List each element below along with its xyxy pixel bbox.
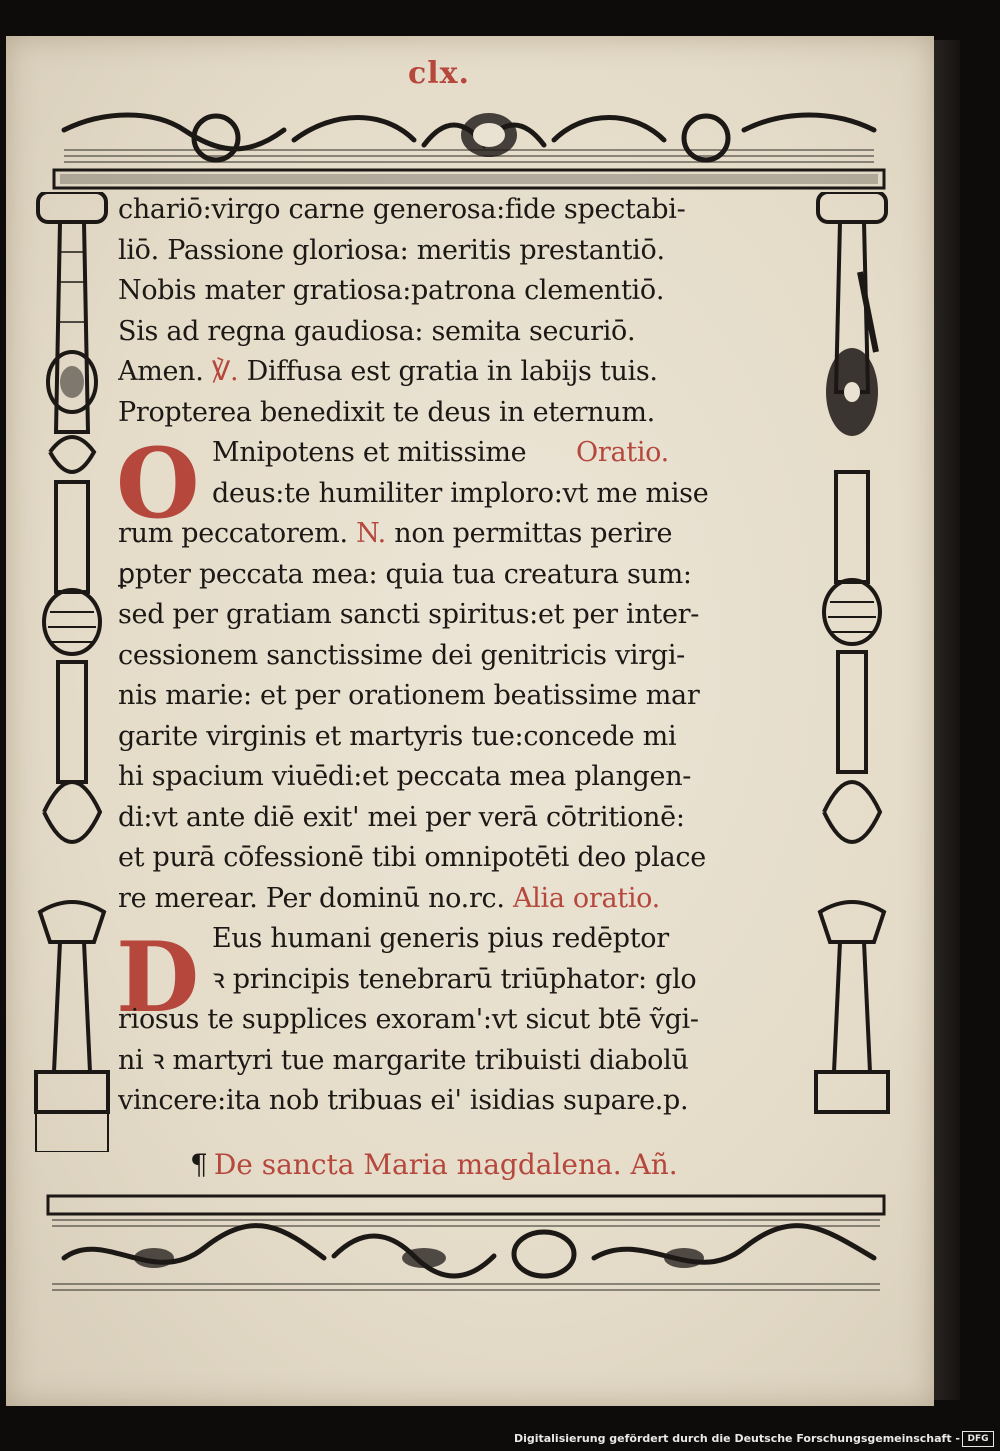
alia-oratio-rubric: Alia oratio. (512, 882, 660, 914)
text-line (118, 271, 818, 312)
line-text: garite virginis et martyris tue:concede mi (118, 720, 677, 752)
left-ornamental-pillar (30, 192, 114, 1152)
text-line (118, 433, 818, 474)
text-line (118, 879, 818, 920)
line-text: riosus te supplices exoram':vt sicut btē ṽgi- (118, 1004, 699, 1035)
oratio-rubric: Oratio. (576, 437, 669, 468)
text-line (118, 474, 818, 515)
funding-credit: Digitalisierung gefördert durch die Deutsche Forschungsgemeinschaft - (513, 1432, 960, 1445)
line-text: vincere:ita nob tribuas ei' isidias supare.p. (118, 1085, 689, 1116)
text-line (118, 555, 818, 596)
line-text: liō. Passione gloriosa: meritis prestantiō. (118, 234, 665, 266)
text-line (118, 190, 818, 231)
line-text: Propterea benedixit te deus in eternum. (118, 396, 655, 428)
name-rubric: N. (356, 518, 386, 549)
section-heading-rubric (190, 1148, 678, 1181)
line-text: Amen. (118, 356, 204, 387)
line-text: re merear. Per dominū no.rc. (118, 882, 505, 914)
text-line (118, 636, 818, 677)
text-line (118, 231, 818, 272)
dfg-logo: DFG (962, 1431, 994, 1447)
top-ornamental-border (44, 100, 894, 195)
line-text: et purā cōfessionē tibi omnipotēti deo place (118, 842, 706, 873)
line-text: ꝑpter peccata mea: quia tua creatura sum: (118, 558, 692, 590)
versicle-mark: ℣. (211, 356, 239, 387)
text-line (118, 312, 818, 353)
text-line (118, 798, 818, 839)
text-line (118, 393, 818, 434)
text-column (118, 190, 818, 1122)
line-text: Mnipotens et mitissime (212, 437, 527, 468)
text-line (118, 919, 818, 960)
text-line (118, 757, 818, 798)
line-text: sed per gratiam sancti spiritus:et per inter- (118, 599, 700, 630)
line-text: di:vt ante diē exit' mei per verā cōtritionē: (118, 801, 685, 833)
line-text: chariō:virgo carne generosa:fide spectabi- (118, 194, 686, 225)
text-line (118, 838, 818, 879)
red-initial-o: O (116, 427, 200, 540)
folio-number: clx. (408, 56, 470, 91)
line-text: deus:te humiliter imploro:vt me mise (212, 477, 709, 509)
line-text: Sis ad regna gaudiosa: semita securiō. (118, 315, 636, 347)
line-text: Diffusa est gratia in labijs tuis. (246, 356, 658, 387)
text-line (118, 960, 818, 1001)
pilcrow-icon: ¶ (190, 1148, 208, 1181)
line-text: hi spacium viuēdi:et peccata mea plangen- (118, 761, 692, 792)
right-ornamental-pillar (810, 192, 894, 1152)
line-text: nis marie: et per orationem beatissime mar (118, 680, 700, 711)
text-line (118, 1081, 818, 1122)
line-text: rum peccatorem. (118, 518, 348, 549)
text-line (118, 595, 818, 636)
line-text: Nobis mater gratiosa:patrona clementiō. (118, 275, 665, 306)
text-line (118, 352, 818, 393)
text-line (118, 514, 818, 555)
line-text: Eus humani generis pius redēptor (212, 923, 669, 954)
text-line (118, 1000, 818, 1041)
line-text: cessionem sanctissime dei genitricis virgi- (118, 639, 686, 671)
text-line (118, 676, 818, 717)
heading-text: De sancta Maria magdalena. Añ. (213, 1148, 678, 1181)
line-text: ꝛ principis tenebrarū triūphator: glo (212, 963, 697, 995)
red-initial-d: D (116, 921, 200, 1034)
line-text: ni ꝛ martyri tue margarite tribuisti diabolū (118, 1044, 689, 1076)
text-line (118, 1041, 818, 1082)
text-line (118, 717, 818, 758)
bottom-ornamental-border (44, 1188, 894, 1300)
page-edge-shadow (930, 40, 960, 1400)
line-text: non permittas perire (394, 518, 673, 549)
